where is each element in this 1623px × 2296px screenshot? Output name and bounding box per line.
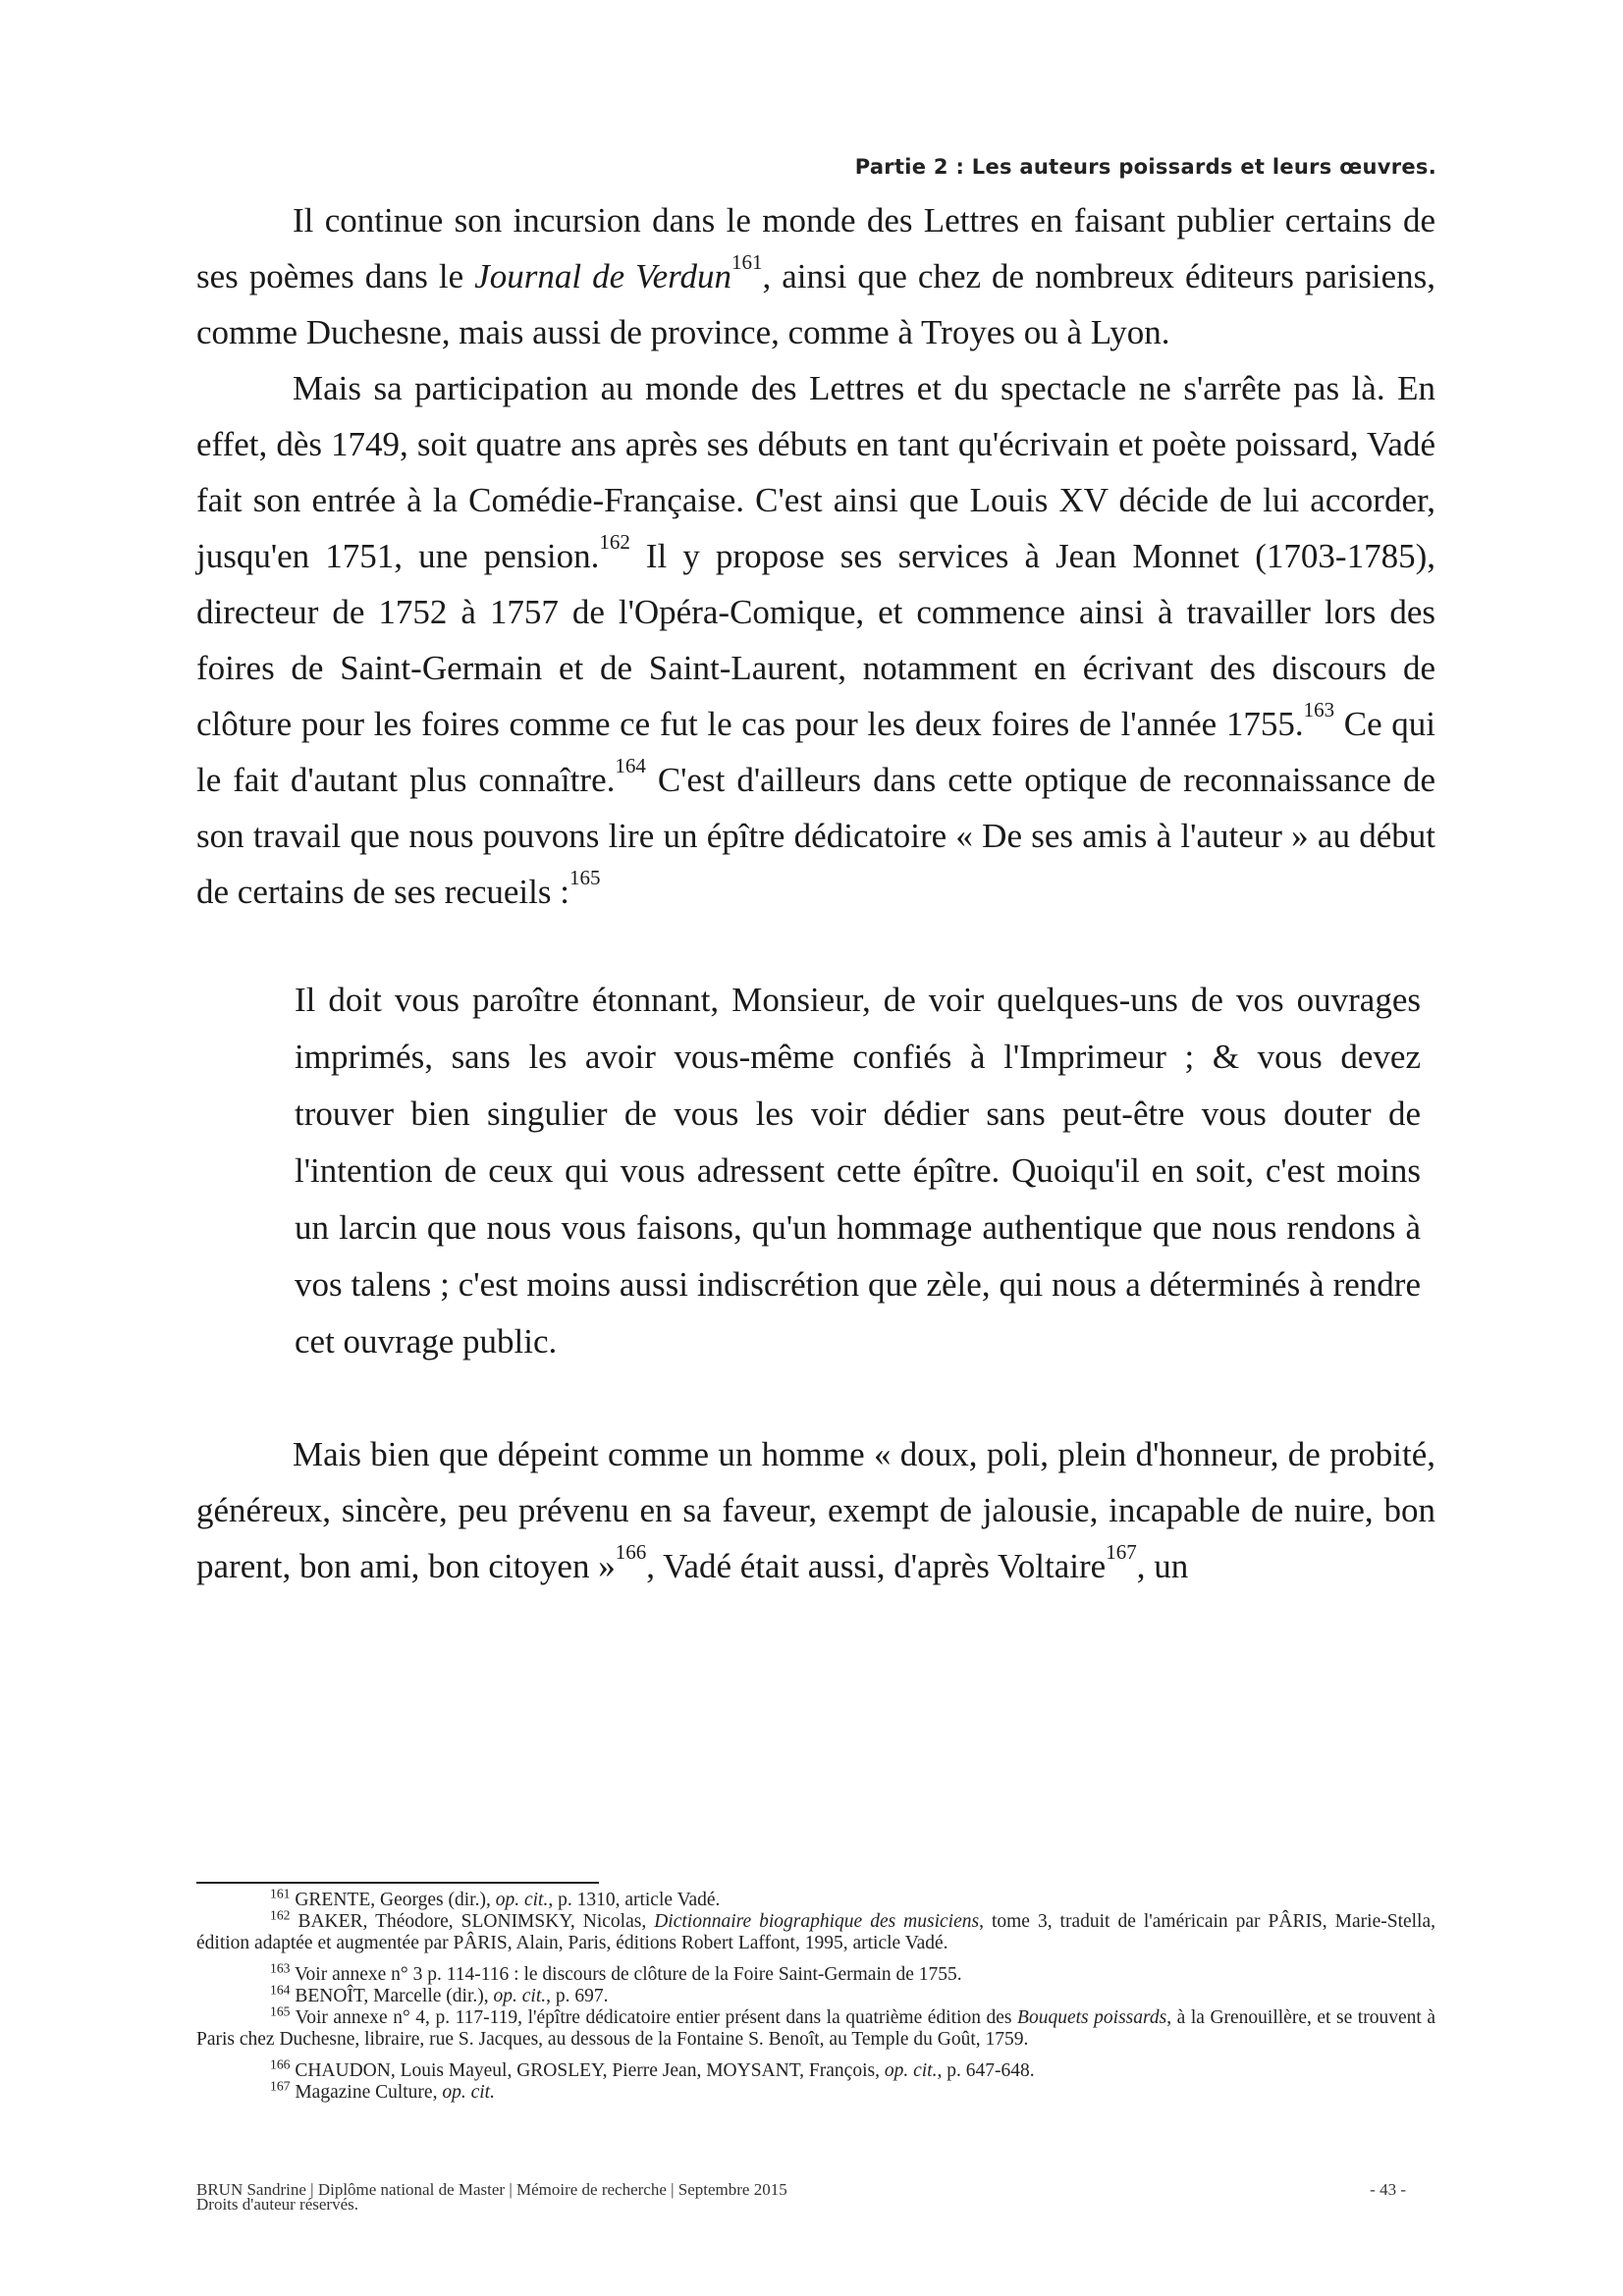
copyright-notice: Droits d'auteur réservés. [196,2195,358,2214]
body-text [196,192,1435,1594]
page-number: - 43 - [1370,2180,1406,2199]
paragraph-1: Il continue son incursion dans le monde des Lettres en faisant publier certains de ses poèmes dans le Journal de Verdun$^{161}$, ainsi que chez de nombreux éditeurs parisiens, comme Duchesne, mais aussi de province, comme à Troyes ou à Lyon. [196,201,1435,351]
footnote-161: $^{161}$ GRENTE, Georges (dir.), op. cit., p. 1310, article Vadé. [270,1886,721,1910]
footnote-167: $^{167}$ Magazine Culture, op. cit. [270,2078,495,2103]
footnote-ref-166[interactable]: 166 [615,1540,647,1565]
paragraph-3: Mais bien que dépeint comme un homme « doux, poli, plein d'honneur, de probité, généreux, sincère, peu prévenu en sa faveur, exempt de jalousie, incapable de nuire, bon parent, bon ami, bon citoyen »$^{166}$, Vadé était aussi, d'après Voltaire$^{167}$, un [196,1435,1435,1585]
footnote-ref-167[interactable]: 167 [1106,1540,1137,1565]
block-quote: Il doit vous paroître étonnant, Monsieur, de voir quelques-uns de vos ouvrages imprimés, sans les avoir vous-même confiés à l'Imprimeur ; & vous devez trouver bien singulier de vous les voir dédier sans peut-être vous douter de l'intention de ceux qui vous adressent cette épître. Quoiqu'il en soit, c'est moins un larcin que nous vous faisons, qu'un hommage authentique que nous rendons à vos talens ; c'est moins aussi indiscrétion que zèle, qui nous a déterminés à rendre cet ouvrage public. [295,981,1421,1361]
footnote-ref-162[interactable]: 162 [599,530,630,555]
footnote-164: $^{164}$ BENOÎT, Marcelle (dir.), op. cit., p. 697. [270,1982,609,2006]
journal-title: Journal de Verdun [474,257,731,295]
footnote-166: $^{166}$ CHAUDON, Louis Mayeul, GROSLEY, Pierre Jean, MOYSANT, François, op. cit., p. 647-648. [270,2056,1035,2081]
footnotes [196,1886,1436,2104]
footnote-ref-161[interactable]: 161 [730,250,763,275]
running-header: Partie 2 : Les auteurs poissards et leurs œuvres. [854,155,1436,179]
footnote-162: $^{162}$ BAKER, Théodore, SLONIMSKY, Nicolas, Dictionnaire biographique des musiciens, tome 3, traduit de l'américain par PÂRIS, Marie-Stella, édition adaptée et augmentée par PÂRIS, Alain, Paris, éditions Robert Laffont, 1995, article Vadé. [196,1907,1436,1953]
footnote-separator [196,1882,599,1884]
footnote-ref-163[interactable]: 163 [1303,698,1335,722]
footnote-165: $^{165}$ Voir annexe n° 4, p. 117-119, l'épître dédicatoire entier présent dans la quatrième édition des Bouquets poissards, à la Grenouillère, et se trouvent à Paris chez Duchesne, libraire, rue S. Jacques, au dessous de la Fontaine S. Benoît, au Temple du Goût, 1759. [196,2003,1435,2050]
footnote-163: $^{163}$ Voir annexe n° 3 p. 114-116 : le discours de clôture de la Foire Saint-Germain de 1755. [270,1960,962,1985]
footnote-ref-164[interactable]: 164 [615,754,646,778]
footnote-ref-165[interactable]: 165 [568,866,601,890]
paragraph-2: Mais sa participation au monde des Lettres et du spectacle ne s'arrête pas là. En effet, dès 1749, soit quatre ans après ses débuts en tant qu'écrivain et poète poissard, Vadé fait son entrée à la Comédie-Française. C'est ainsi que Louis XV décide de lui accorder, jusqu'en 1751, une pension.$^{162}$ Il y propose ses services à Jean Monnet (1703-1785), directeur de 1752 à 1757 de l'Opéra-Comique, et commence ainsi à travailler lors des foires de Saint-Germain et de Saint-Laurent, notamment en écrivant des discours de clôture pour les foires comme ce fut le cas pour les deux foires de l'année 1755.$^{163}$ Ce qui le fait d'autant plus connaître.$^{164}$ C'est d'ailleurs dans cette optique de reconnaissance de son travail que nous pouvons lire un épître dédicatoire « De ses amis à l'auteur » au début de certains de ses recueils :$^{165}$ [196,369,1435,911]
footer-info: BRUN Sandrine | Diplôme national de Master | Mémoire de recherche | Septembre 2015 [196,2180,787,2199]
